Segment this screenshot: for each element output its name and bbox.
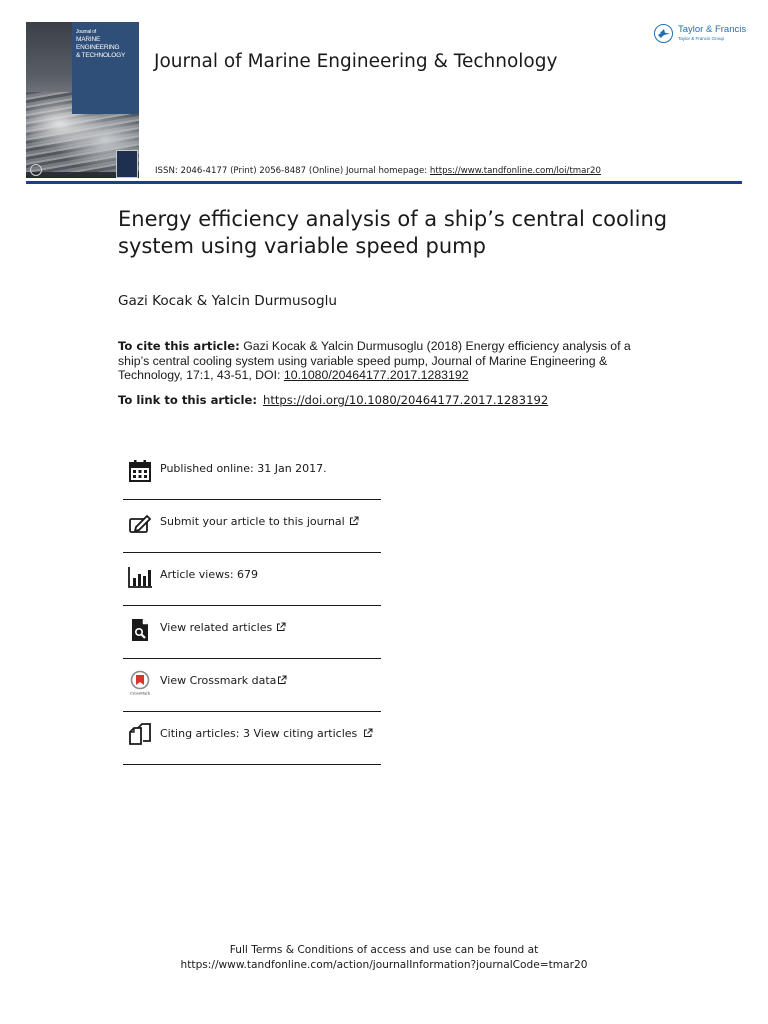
header-divider (26, 181, 742, 184)
article-doi-url-link[interactable]: https://doi.org/10.1080/20464177.2017.1283192 (262, 393, 549, 407)
submit-article-label[interactable] (160, 515, 359, 528)
submit-article-text: Submit your article to this journal (160, 515, 345, 528)
published-online-label: Published online: 31 Jan 2017. (160, 462, 327, 475)
cover-title-line-2: MARINE ENGINEERING (76, 36, 120, 51)
external-link-icon (363, 728, 373, 738)
submit-article-row[interactable] (123, 501, 381, 553)
cover-title-panel (72, 22, 139, 114)
doi-link[interactable]: 10.1080/20464177.2017.1283192 (283, 368, 469, 382)
footer-terms (0, 943, 768, 972)
related-articles-text: View related articles (160, 621, 273, 634)
cite-label: To cite this article: (118, 339, 240, 353)
related-articles-label[interactable] (160, 621, 286, 634)
citing-articles-row[interactable] (123, 713, 381, 765)
bar-chart-icon (127, 564, 153, 590)
publisher-sub: Taylor & Francis Group (678, 36, 725, 41)
cover-logo-icon (30, 164, 42, 176)
citing-articles-text: Citing articles: 3 View citing articles (160, 727, 358, 740)
external-link-icon (277, 675, 287, 685)
article-views-label: Article views: 679 (160, 568, 259, 581)
external-link-icon (276, 622, 286, 632)
published-online-row (123, 448, 381, 500)
publisher-logo (654, 22, 746, 46)
related-articles-row[interactable] (123, 607, 381, 659)
journal-homepage-link[interactable]: https://www.tandfonline.com/loi/tmar20 (429, 166, 601, 176)
row-divider (123, 658, 381, 660)
crossmark-row[interactable] (123, 660, 381, 712)
article-views-row (123, 554, 381, 606)
issn-line (155, 166, 601, 176)
crossmark-icon (127, 670, 153, 696)
cover-title (76, 28, 136, 60)
cover-title-line-1: Journal of (76, 29, 96, 35)
row-divider (123, 499, 381, 501)
svg-text:CrossMark: CrossMark (129, 691, 151, 696)
link-label: To link to this article: (118, 393, 257, 407)
cover-title-line-3: & TECHNOLOGY (76, 52, 126, 59)
calendar-icon (127, 458, 153, 484)
journal-cover-image (26, 22, 139, 178)
article-link-line (118, 393, 548, 407)
publisher-name: Taylor & Francis (678, 24, 747, 35)
journal-title: Journal of Marine Engineering & Technology (154, 51, 558, 72)
citation-block (118, 339, 658, 383)
taylor-francis-logo-icon (654, 24, 673, 43)
row-divider (123, 552, 381, 554)
article-authors: Gazi Kocak & Yalcin Durmusoglu (118, 293, 338, 309)
external-link-icon (349, 516, 359, 526)
citing-articles-label[interactable] (160, 727, 373, 740)
row-divider (123, 711, 381, 713)
cite-text: Gazi Kocak & Yalcin Durmusoglu (2018) Energy efficiency analysis of a ship’s central cooling system using variable speed pump, Journal of Marine Engineering & Technology, 17:1, 43-51, DOI: (118, 339, 631, 382)
row-divider (123, 605, 381, 607)
issn-text: ISSN: 2046-4177 (Print) 2056-8487 (Online) Journal homepage: (155, 166, 430, 176)
footer-line-1: Full Terms & Conditions of access and use can be found at (229, 944, 539, 956)
cover-badge-icon (116, 150, 138, 178)
footer-terms-url[interactable]: https://www.tandfonline.com/action/journalInformation?journalCode=tmar20 (180, 958, 588, 971)
search-document-icon (127, 617, 153, 643)
citing-articles-icon (127, 723, 153, 749)
edit-icon (127, 511, 153, 537)
article-title: Energy efficiency analysis of a ship’s central cooling system using variable speed pump (118, 207, 668, 258)
crossmark-text: View Crossmark data (160, 674, 277, 687)
crossmark-label[interactable] (160, 674, 287, 687)
row-divider (123, 764, 381, 766)
